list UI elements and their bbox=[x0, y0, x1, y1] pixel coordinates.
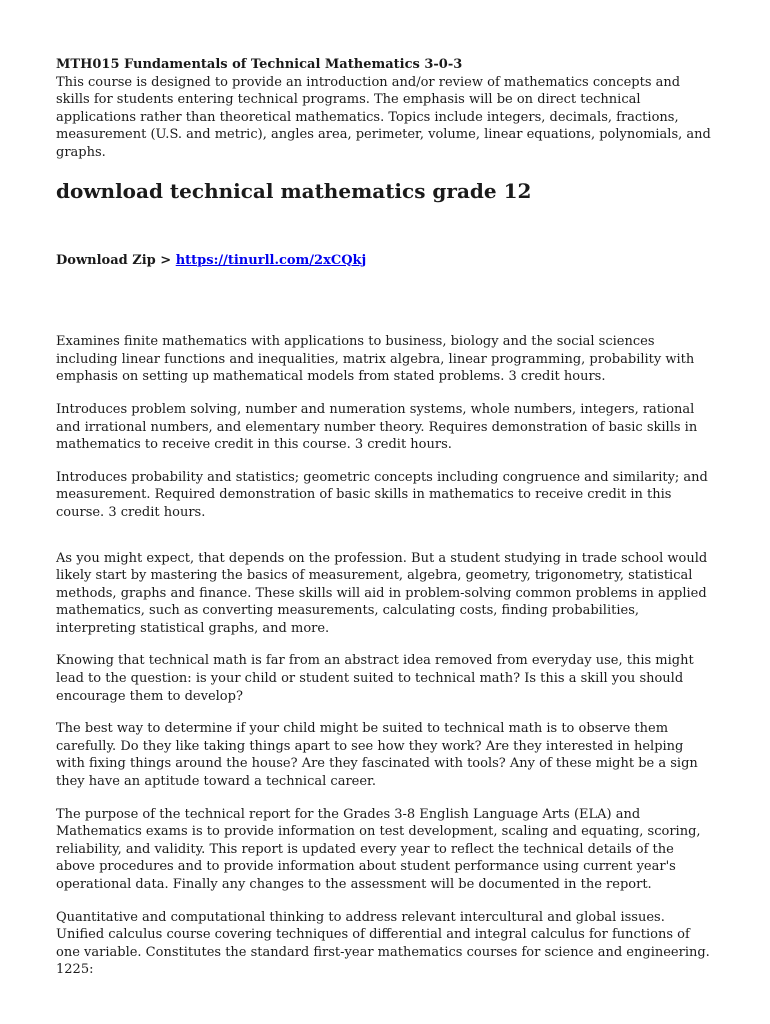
paragraph: As you might expect, that depends on the profession. But a student studying in trade school would likely start by mastering the basics of measurement, algebra, geometry, trigonometry, statistical methods, graphs and finance. These skills will aid in problem-solving common problems in applied mathematics, such as converting measurements, calculating costs, finding probabilities, interpreting statistical graphs, and more. bbox=[56, 550, 708, 636]
course-title: MTH015 Fundamentals of Technical Mathematics 3-0-3 bbox=[56, 57, 463, 72]
paragraph: Examines finite mathematics with applications to business, biology and the social sciences including linear functions and inequalities, matrix algebra, linear programming, probability with emphasis on setting up mathematical models from stated problems. 3 credit hours. bbox=[56, 334, 695, 385]
document-page bbox=[56, 56, 716, 994]
paragraph: Knowing that technical math is far from an abstract idea removed from everyday use, this might lead to the question: is your child or student suited to technical math? Is this a skill you should encourage them to develop? bbox=[56, 653, 694, 704]
paragraph: The best way to determine if your child might be suited to technical math is to observe them carefully. Do they like taking things apart to see how they work? Are they interested in helping with fixing things around the house? Are they fascinated with tools? Any of these might be a sign they have an aptitude toward a technical career. bbox=[56, 721, 698, 790]
paragraph: The purpose of the technical report for the Grades 3-8 English Language Arts (ELA) and Mathematics exams is to provide information on test development, scaling and equating, scoring, reliability, and validity. This report is updated every year to reflect the technical details of the above procedures and to provide information about student performance using current year's operational data. Finally any changes to the assessment will be documented in the report. bbox=[56, 806, 701, 892]
download-label: Download Zip > bbox=[56, 252, 176, 268]
paragraph-group-1 bbox=[56, 333, 716, 521]
paragraph: Quantitative and computational thinking to address relevant intercultural and global issues. Unified calculus course covering techniques of differential and integral calculus for functions of one variable. Constitutes the standard first-year mathematics courses for science and engineering. 1225: bbox=[56, 909, 710, 978]
paragraph: Introduces probability and statistics; geometric concepts including congruence and similarity; and measurement. Required demonstration of basic skills in mathematics to receive credit in this course. 3 credit hours. bbox=[56, 469, 708, 520]
page-heading: download technical mathematics grade 12 bbox=[56, 178, 532, 203]
download-link[interactable]: https://tinurll.com/2xCQkj bbox=[175, 252, 367, 268]
paragraph: Introduces problem solving, number and numeration systems, whole numbers, integers, rational and irrational numbers, and elementary number theory. Requires demonstration of basic skills in mathematics to receive credit in this course. 3 credit hours. bbox=[56, 401, 698, 453]
download-line bbox=[56, 252, 716, 270]
paragraph-group-2 bbox=[56, 550, 716, 979]
course-description: This course is designed to provide an introduction and/or review of mathematics concepts and skills for students entering technical programs. The emphasis will be on direct technical applications rather than theoretical mathematics. Topics include integers, decimals, fractions, measurement (U.S. and metric), angles area, perimeter, volume, linear equations, polynomials, and graphs. bbox=[56, 74, 711, 160]
